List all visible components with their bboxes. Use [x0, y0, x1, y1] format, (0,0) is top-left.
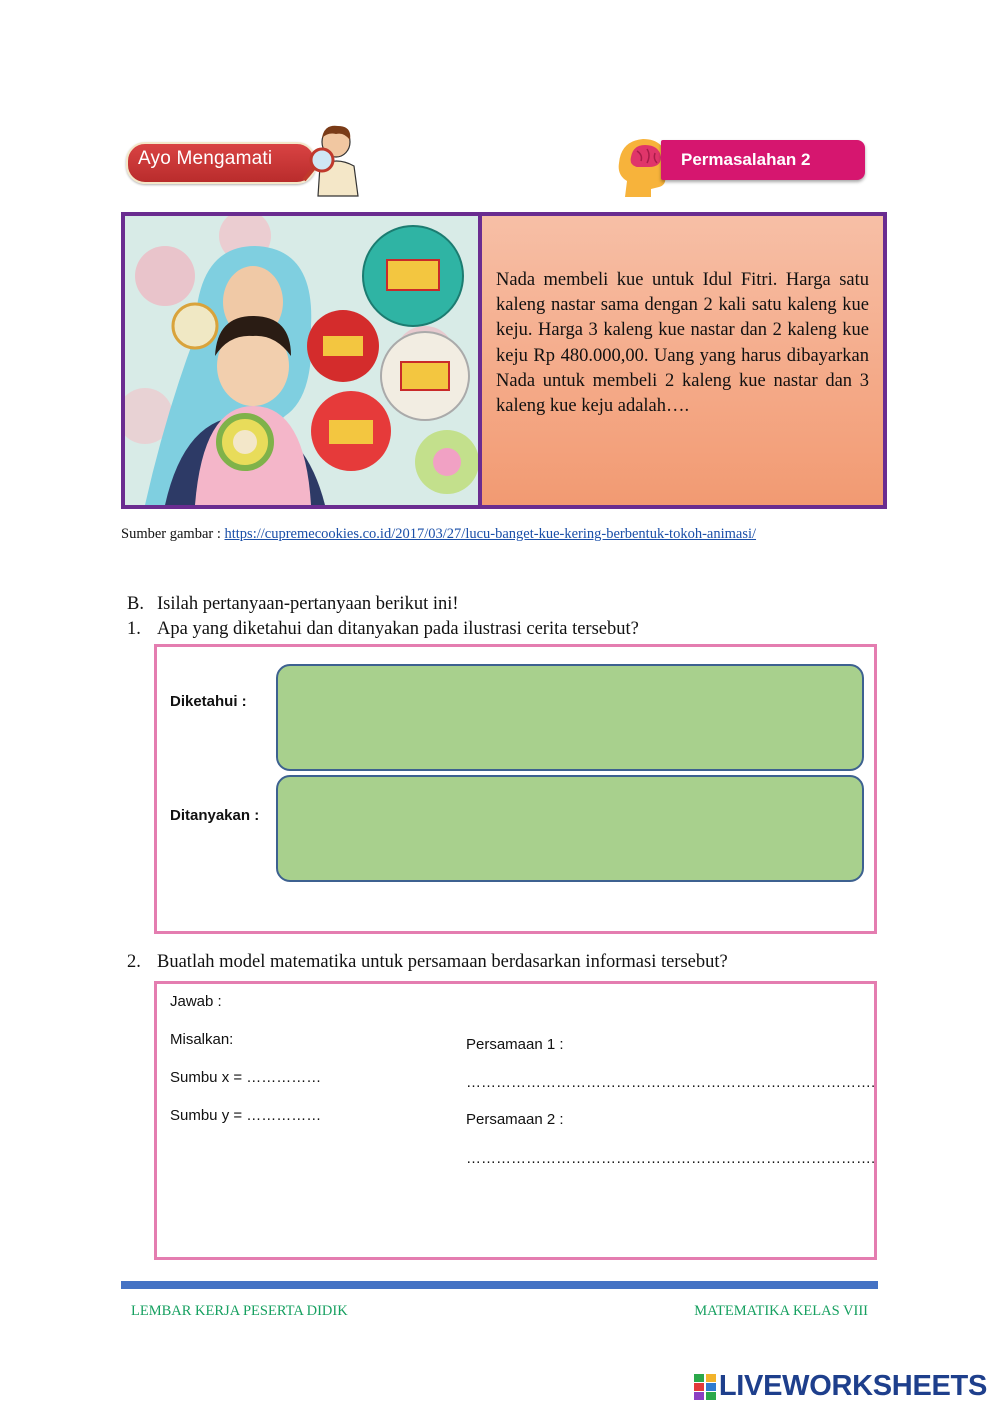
source-prefix: Sumber gambar :	[121, 526, 221, 542]
q2-text: Buatlah model matematika untuk persamaan berdasarkan informasi tersebut?	[157, 952, 728, 972]
cookies-photo	[125, 216, 482, 505]
q2-number: 2.	[127, 952, 141, 972]
boy-magnifier-icon	[300, 122, 368, 197]
story-text: Nada membeli kue untuk Idul Fitri. Harga satu kaleng nastar sama dengan 2 kali satu kaleng kue keju. Harga 3 kaleng kue nastar dan 2 kaleng kue keju Rp 480.000,00. Uang yang harus dibayarkan Nada untuk membeli 2 kaleng kue nastar dan 3 kaleng kue keju adalah….	[496, 270, 869, 417]
ayo-mengamati-badge	[122, 122, 367, 197]
ayo-mengamati-label: Ayo Mengamati	[138, 148, 273, 169]
photo-illustration	[125, 216, 478, 505]
q1-text: Apa yang diketahui dan ditanyakan pada ilustrasi cerita tersebut?	[157, 619, 639, 639]
liveworksheets-wordmark: LIVEWORKSHEETS	[718, 1370, 987, 1402]
equation-1-label: Persamaan 1 :	[466, 1036, 564, 1053]
permasalahan-label: Permasalahan 2	[681, 150, 811, 169]
section-b-title: Isilah pertanyaan-pertanyaan berikut ini!	[157, 594, 459, 614]
liveworksheets-icon	[694, 1374, 716, 1400]
source-link[interactable]: https://cupremecookies.co.id/2017/03/27/lucu-banget-kue-kering-berbentuk-tokoh-animasi/	[224, 526, 757, 542]
footer-rule	[121, 1281, 878, 1289]
y-variable-line[interactable]: Sumbu y = ……………	[170, 1107, 322, 1124]
permasalahan-badge	[615, 135, 870, 201]
liveworksheets-logo	[694, 1370, 987, 1403]
answer-label: Jawab :	[170, 993, 222, 1010]
story-box	[121, 212, 887, 509]
asked-input[interactable]	[276, 775, 864, 882]
q1-number: 1.	[127, 619, 141, 639]
footer-right: MATEMATIKA KELAS VIII	[694, 1303, 868, 1319]
footer-left: LEMBAR KERJA PESERTA DIDIK	[131, 1303, 348, 1319]
known-label: Diketahui :	[170, 693, 247, 710]
story-text-panel	[482, 216, 883, 505]
equation-2-line[interactable]: ……………………………………………………………………….	[466, 1150, 876, 1167]
asked-label: Ditanyakan :	[170, 807, 260, 824]
section-b-letter: B.	[127, 594, 144, 614]
known-input[interactable]	[276, 664, 864, 771]
x-variable-line[interactable]: Sumbu x = ……………	[170, 1069, 322, 1086]
equation-2-label: Persamaan 2 :	[466, 1111, 564, 1128]
image-source	[121, 526, 756, 543]
let-label: Misalkan:	[170, 1031, 234, 1048]
equation-1-line[interactable]: ……………………………………………………………………….	[466, 1074, 876, 1091]
